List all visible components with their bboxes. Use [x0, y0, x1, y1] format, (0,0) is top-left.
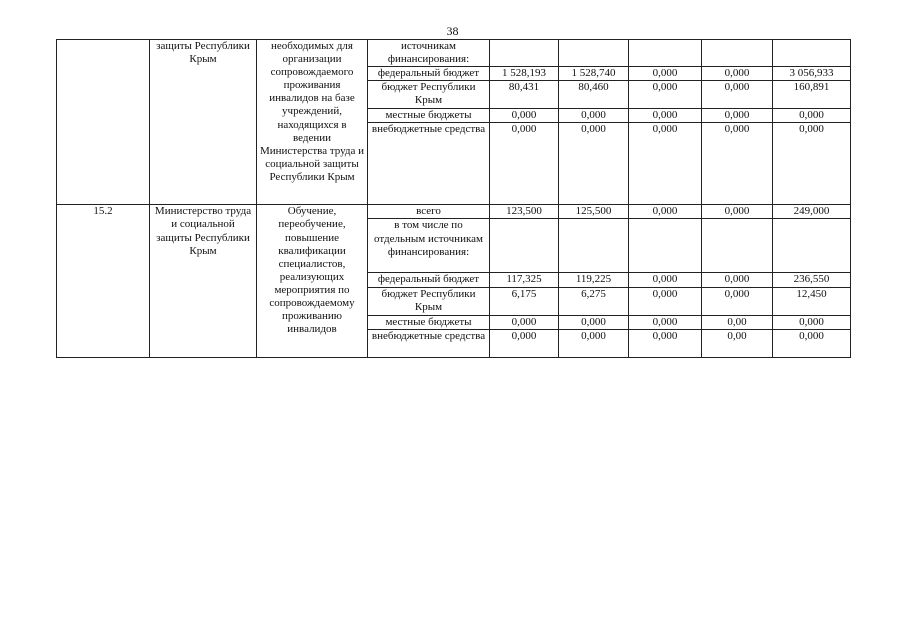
value-year-2 [559, 40, 629, 67]
source-label: местные бюджеты [368, 315, 490, 329]
source-label: бюджет Республики Крым [368, 81, 490, 109]
value-year-4: 0,000 [702, 123, 773, 205]
source-label: бюджет Республики Крым [368, 287, 490, 315]
value-total [773, 40, 851, 67]
value-year-1 [490, 40, 559, 67]
value-total: 3 056,933 [773, 67, 851, 81]
value-total: 0,000 [773, 329, 851, 357]
value-total: 0,000 [773, 315, 851, 329]
source-label: внебюджетные средства [368, 123, 490, 205]
value-year-1: 0,000 [490, 315, 559, 329]
value-year-3: 0,000 [629, 109, 702, 123]
executor-cell: защиты Республики Крым [150, 40, 257, 205]
source-label: внебюджетные средства [368, 329, 490, 357]
value-year-2: 6,275 [559, 287, 629, 315]
source-label: источникам финансирования: [368, 40, 490, 67]
value-year-2: 0,000 [559, 315, 629, 329]
value-year-3 [629, 40, 702, 67]
value-year-4: 0,000 [702, 205, 773, 219]
budget-table [56, 39, 851, 358]
value-year-2 [559, 219, 629, 273]
value-year-4: 0,00 [702, 329, 773, 357]
activity-cell: необходимых для организации сопровождаемого проживания инвалидов на базе учреждений, находящихся в ведении Министерства труда и социальной защиты Республики Крым [257, 40, 368, 205]
value-year-1: 6,175 [490, 287, 559, 315]
executor-cell: Министерство труда и социальной защиты Республики Крым [150, 205, 257, 357]
value-year-3: 0,000 [629, 67, 702, 81]
table-row [57, 205, 851, 219]
value-year-1: 0,000 [490, 123, 559, 205]
value-year-3: 0,000 [629, 315, 702, 329]
source-label: федеральный бюджет [368, 273, 490, 287]
value-year-1: 123,500 [490, 205, 559, 219]
activity-cell: Обучение, переобучение, повышение квалификации специалистов, реализующих мероприятия по сопровождаемому проживанию инвалидов [257, 205, 368, 357]
value-year-4: 0,000 [702, 287, 773, 315]
value-total: 160,891 [773, 81, 851, 109]
table-row [57, 40, 851, 67]
value-year-1: 80,431 [490, 81, 559, 109]
value-year-3: 0,000 [629, 287, 702, 315]
value-year-1 [490, 219, 559, 273]
value-year-2: 80,460 [559, 81, 629, 109]
value-year-4: 0,000 [702, 109, 773, 123]
value-total: 236,550 [773, 273, 851, 287]
value-year-4: 0,00 [702, 315, 773, 329]
value-year-4: 0,000 [702, 81, 773, 109]
value-year-3: 0,000 [629, 123, 702, 205]
value-year-3: 0,000 [629, 329, 702, 357]
value-year-3: 0,000 [629, 205, 702, 219]
value-year-2: 0,000 [559, 109, 629, 123]
value-year-3 [629, 219, 702, 273]
value-year-1: 117,325 [490, 273, 559, 287]
value-year-1: 0,000 [490, 329, 559, 357]
value-total [773, 219, 851, 273]
value-year-3: 0,000 [629, 81, 702, 109]
value-year-4 [702, 40, 773, 67]
value-year-2: 125,500 [559, 205, 629, 219]
source-label: местные бюджеты [368, 109, 490, 123]
value-year-2: 0,000 [559, 123, 629, 205]
value-total: 249,000 [773, 205, 851, 219]
row-number: 15.2 [57, 205, 150, 357]
source-label: в том числе по отдельным источникам финансирования: [368, 219, 490, 273]
value-year-4: 0,000 [702, 273, 773, 287]
value-year-2: 0,000 [559, 329, 629, 357]
value-year-1: 0,000 [490, 109, 559, 123]
value-total: 12,450 [773, 287, 851, 315]
page-number: 38 [446, 24, 459, 38]
value-year-4 [702, 219, 773, 273]
source-label: всего [368, 205, 490, 219]
value-year-1: 1 528,193 [490, 67, 559, 81]
value-total: 0,000 [773, 123, 851, 205]
value-total: 0,000 [773, 109, 851, 123]
value-year-3: 0,000 [629, 273, 702, 287]
value-year-4: 0,000 [702, 67, 773, 81]
row-number [57, 40, 150, 205]
source-label: федеральный бюджет [368, 67, 490, 81]
value-year-2: 1 528,740 [559, 67, 629, 81]
value-year-2: 119,225 [559, 273, 629, 287]
